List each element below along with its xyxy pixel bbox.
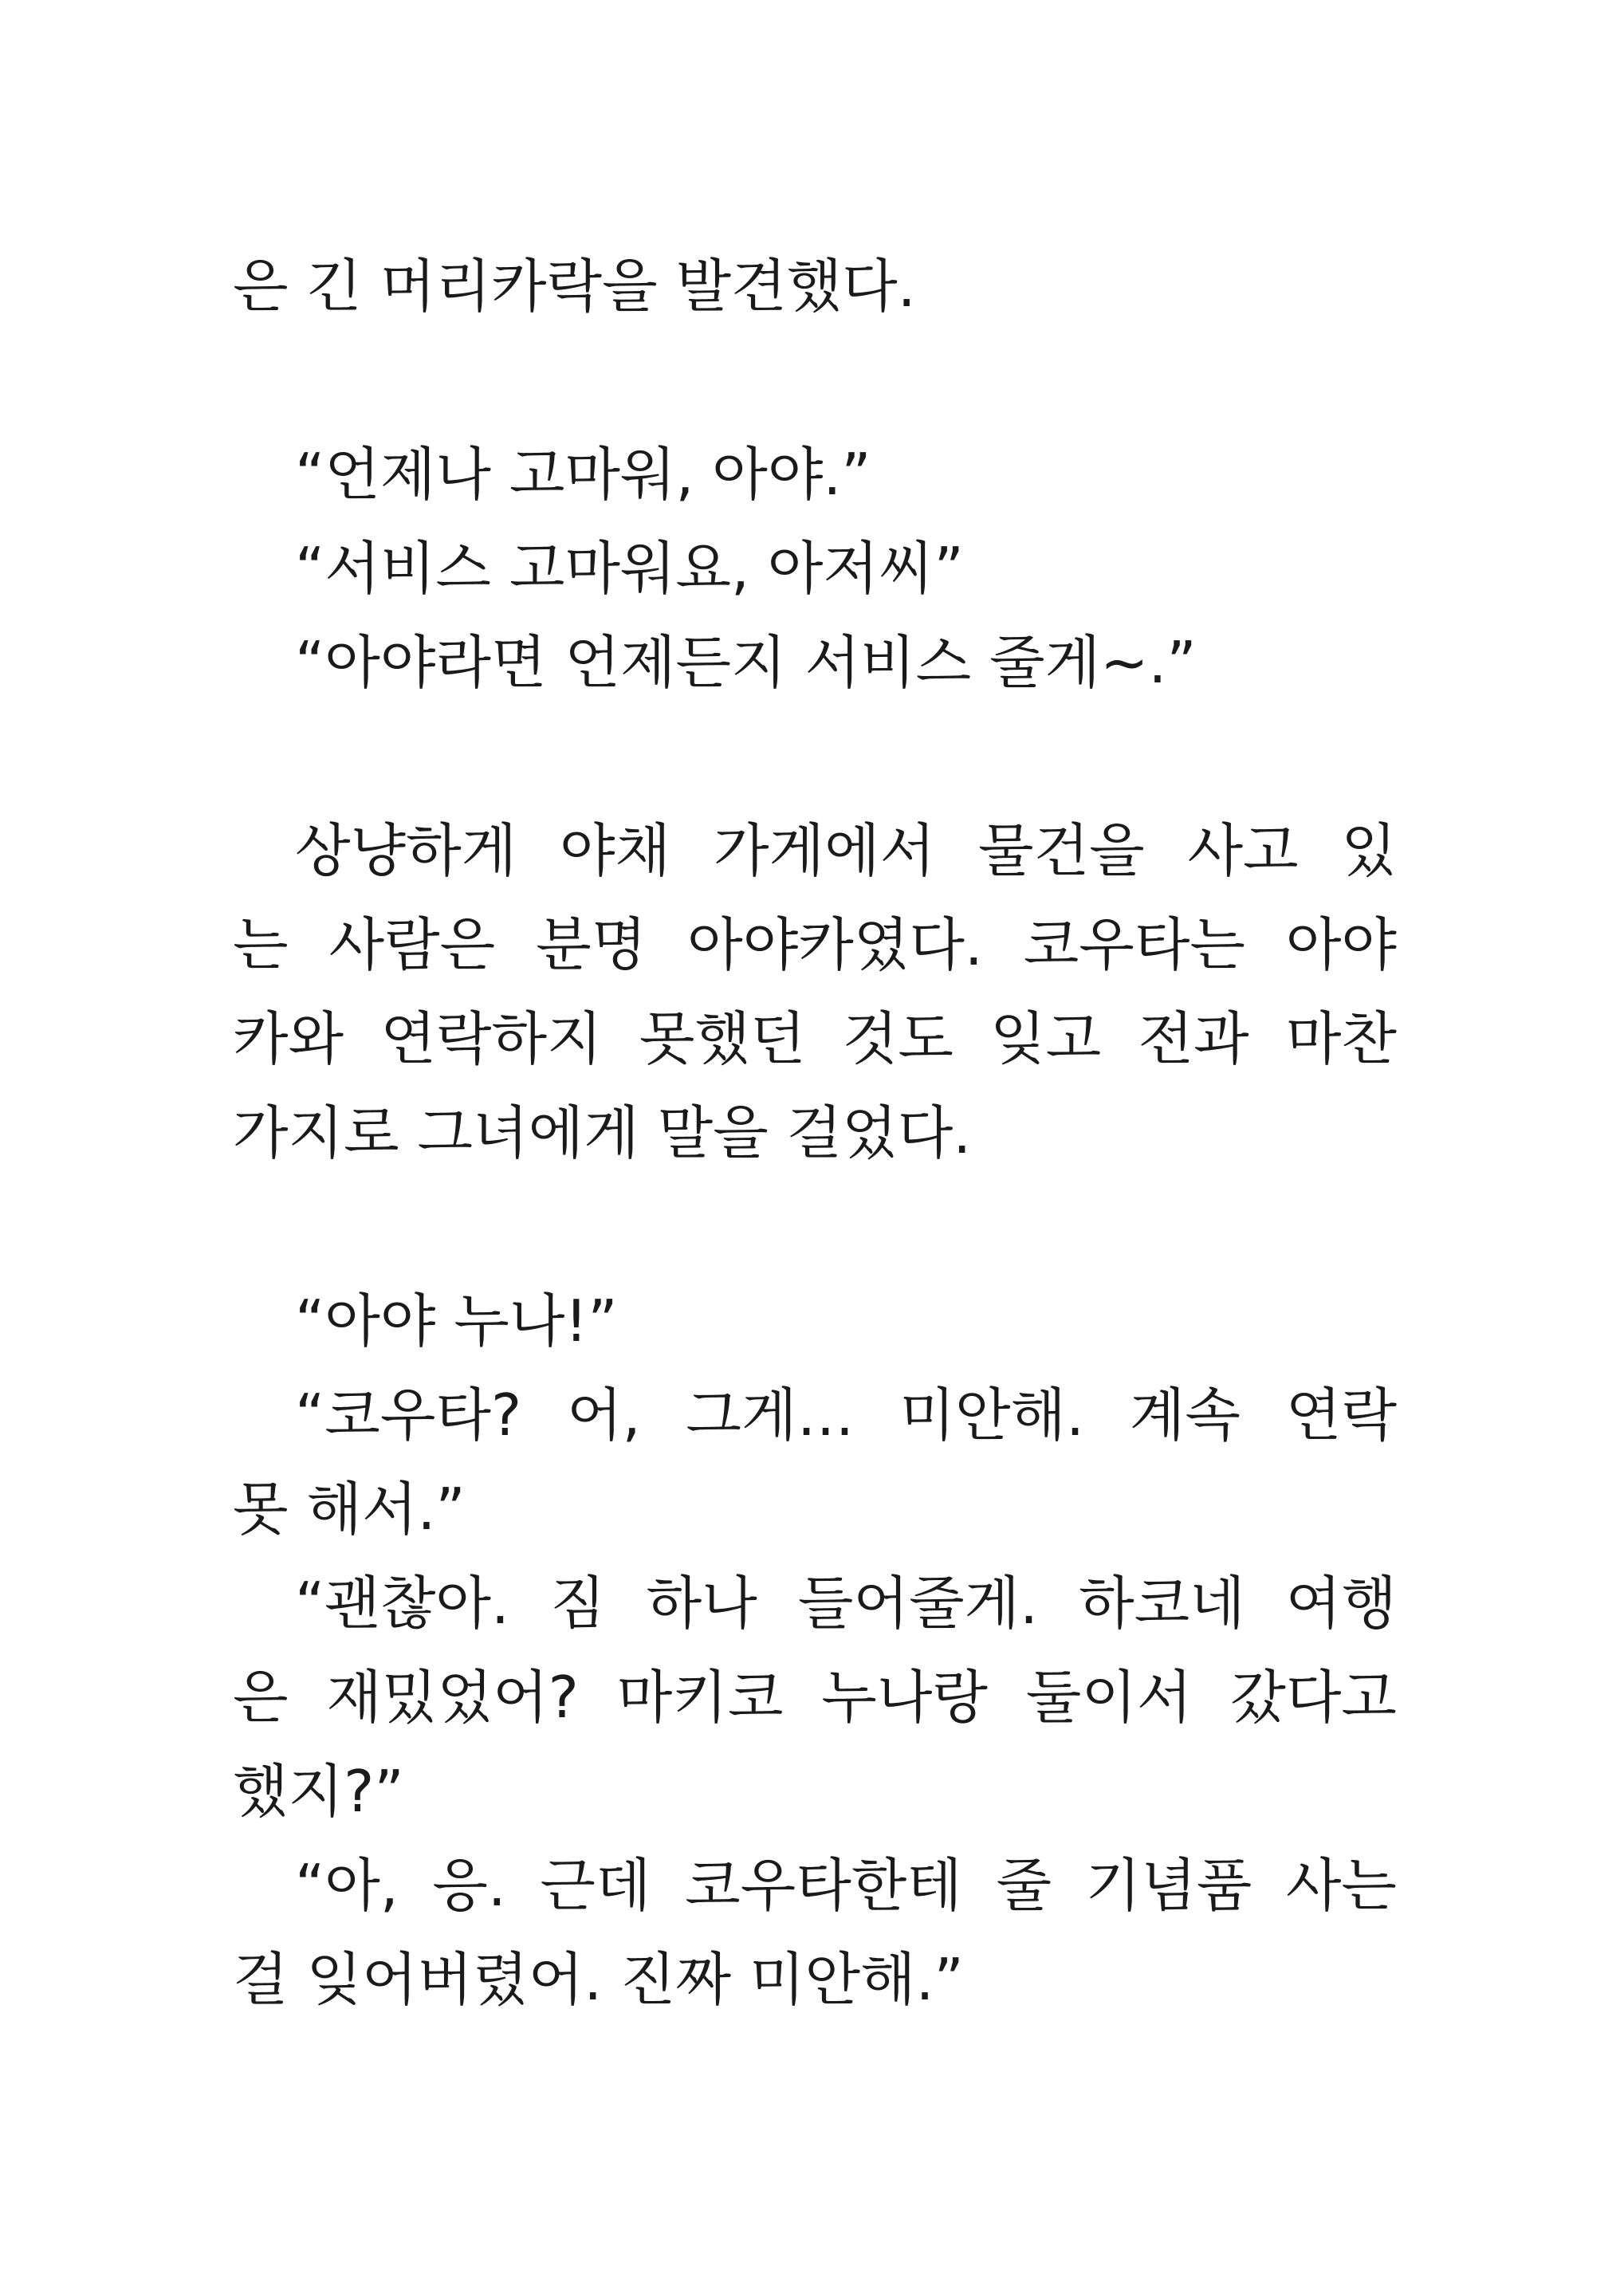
- dialogue-line: 은 재밌었어? 마키코 누나랑 둘이서 갔다고: [233, 1664, 1397, 1731]
- text-line: 은 긴 머리카락을 발견했다.: [233, 253, 916, 320]
- dialogue-line: “코우타? 어, 그게… 미안해. 계속 연락: [295, 1382, 1397, 1449]
- body-text: [233, 239, 1397, 2027]
- paragraph-gap: [233, 333, 1397, 427]
- dialogue-line: “아, 응. 근데 코우타한테 줄 기념품 사는: [295, 1852, 1397, 1919]
- text-line: 는 사람은 분명 아야카였다. 코우타는 아야: [233, 911, 1397, 978]
- dialogue-line: “괜찮아. 짐 하나 들어줄게. 하코네 여행: [295, 1570, 1397, 1637]
- dialogue-line: 걸 잊어버렸어. 진짜 미안해.”: [233, 1946, 964, 2013]
- paragraph-gap: [233, 1180, 1397, 1274]
- dialogue-line: “언제나 고마워, 아야.”: [295, 441, 871, 508]
- text-line: 상냥하게 야채 가게에서 물건을 사고 있: [295, 817, 1397, 884]
- dialogue-line: 했지?”: [233, 1758, 404, 1825]
- dialogue-line: “아야 누나!”: [295, 1288, 618, 1354]
- dialogue-line: “서비스 고마워요, 아저씨”: [295, 535, 964, 602]
- dialogue-line: “아야라면 언제든지 서비스 줄게~.”: [295, 629, 1197, 696]
- text-line: 가지로 그녀에게 말을 걸었다.: [233, 1099, 972, 1166]
- dialogue-line: 못 해서.”: [233, 1476, 466, 1543]
- text-line: 카와 연락하지 못했던 것도 잊고 전과 마찬: [233, 1005, 1397, 1072]
- paragraph-gap: [233, 710, 1397, 804]
